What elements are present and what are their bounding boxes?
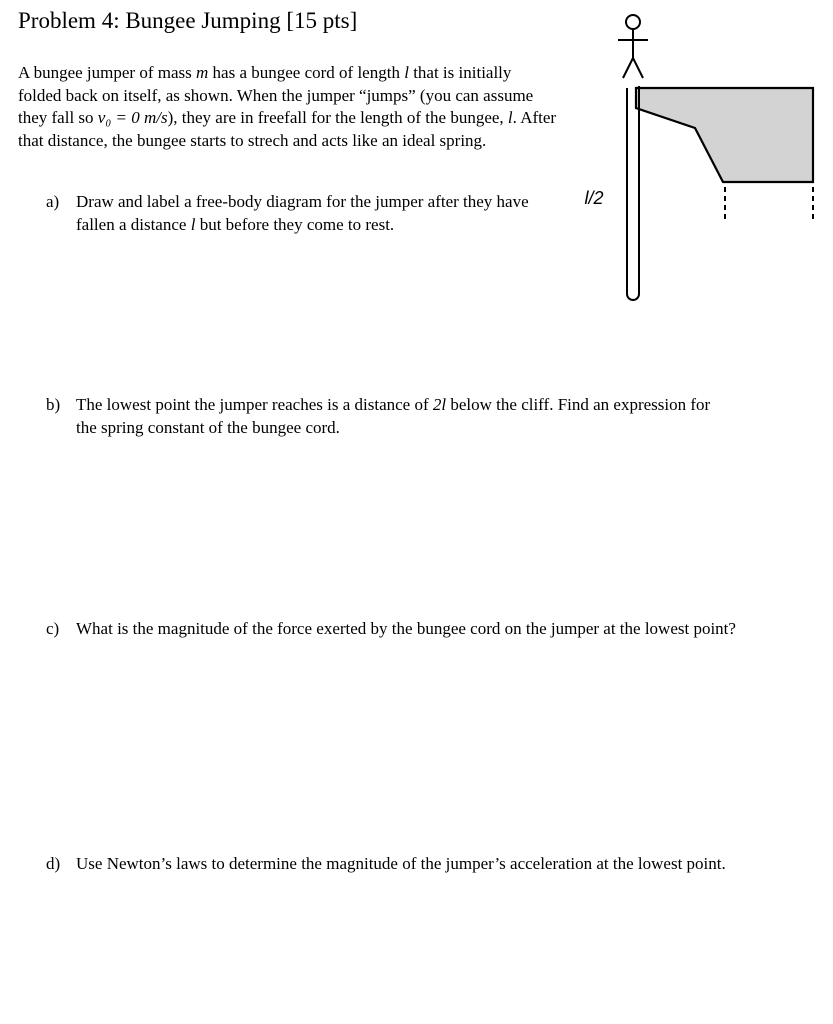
mass-symbol: m <box>196 63 209 82</box>
part-letter: d) <box>46 854 61 873</box>
part-text: The lowest point the jumper reaches is a distance of 2l below the cliff. Find an expression for the spring constant of the bungee cord. <box>76 395 711 437</box>
question-part-d <box>46 853 786 876</box>
jumper-stick-figure <box>618 15 648 78</box>
question-part-a <box>46 191 546 236</box>
question-part-c <box>46 618 746 641</box>
part-text: What is the magnitude of the force exerted by the bungee cord on the jumper at the lowest point? <box>76 619 736 638</box>
part-letter: a) <box>46 192 60 211</box>
bungee-cord <box>627 86 639 300</box>
problem-title: Problem 4: Bungee Jumping [15 pts] <box>18 8 358 33</box>
initial-velocity-expression: v₀ = 0 m/s <box>97 108 168 127</box>
problem-intro: A bungee jumper of mass m has a bungee cord of length l that is initially folded back on itself, as shown. When the jumper “jumps” (you can assume they fall so v₀ = 0 m/s), they are in freefall for the length of the bungee, l. After that distance, the bungee starts to strech and acts like an ideal spring. <box>18 63 557 150</box>
part-text: Draw and label a free-body diagram for the jumper after they have fallen a distance l but before they come to rest. <box>76 192 529 234</box>
cord-length-label: l/2 <box>584 188 604 208</box>
part-text: Use Newton’s laws to determine the magnitude of the jumper’s acceleration at the lowest point. <box>76 854 726 873</box>
length-symbol: l <box>404 63 409 82</box>
cliff <box>636 88 813 182</box>
part-letter: c) <box>46 619 60 638</box>
question-part-b <box>46 394 726 439</box>
length-symbol-2: l <box>507 108 513 127</box>
part-letter: b) <box>46 395 61 414</box>
bungee-figure <box>570 0 833 320</box>
